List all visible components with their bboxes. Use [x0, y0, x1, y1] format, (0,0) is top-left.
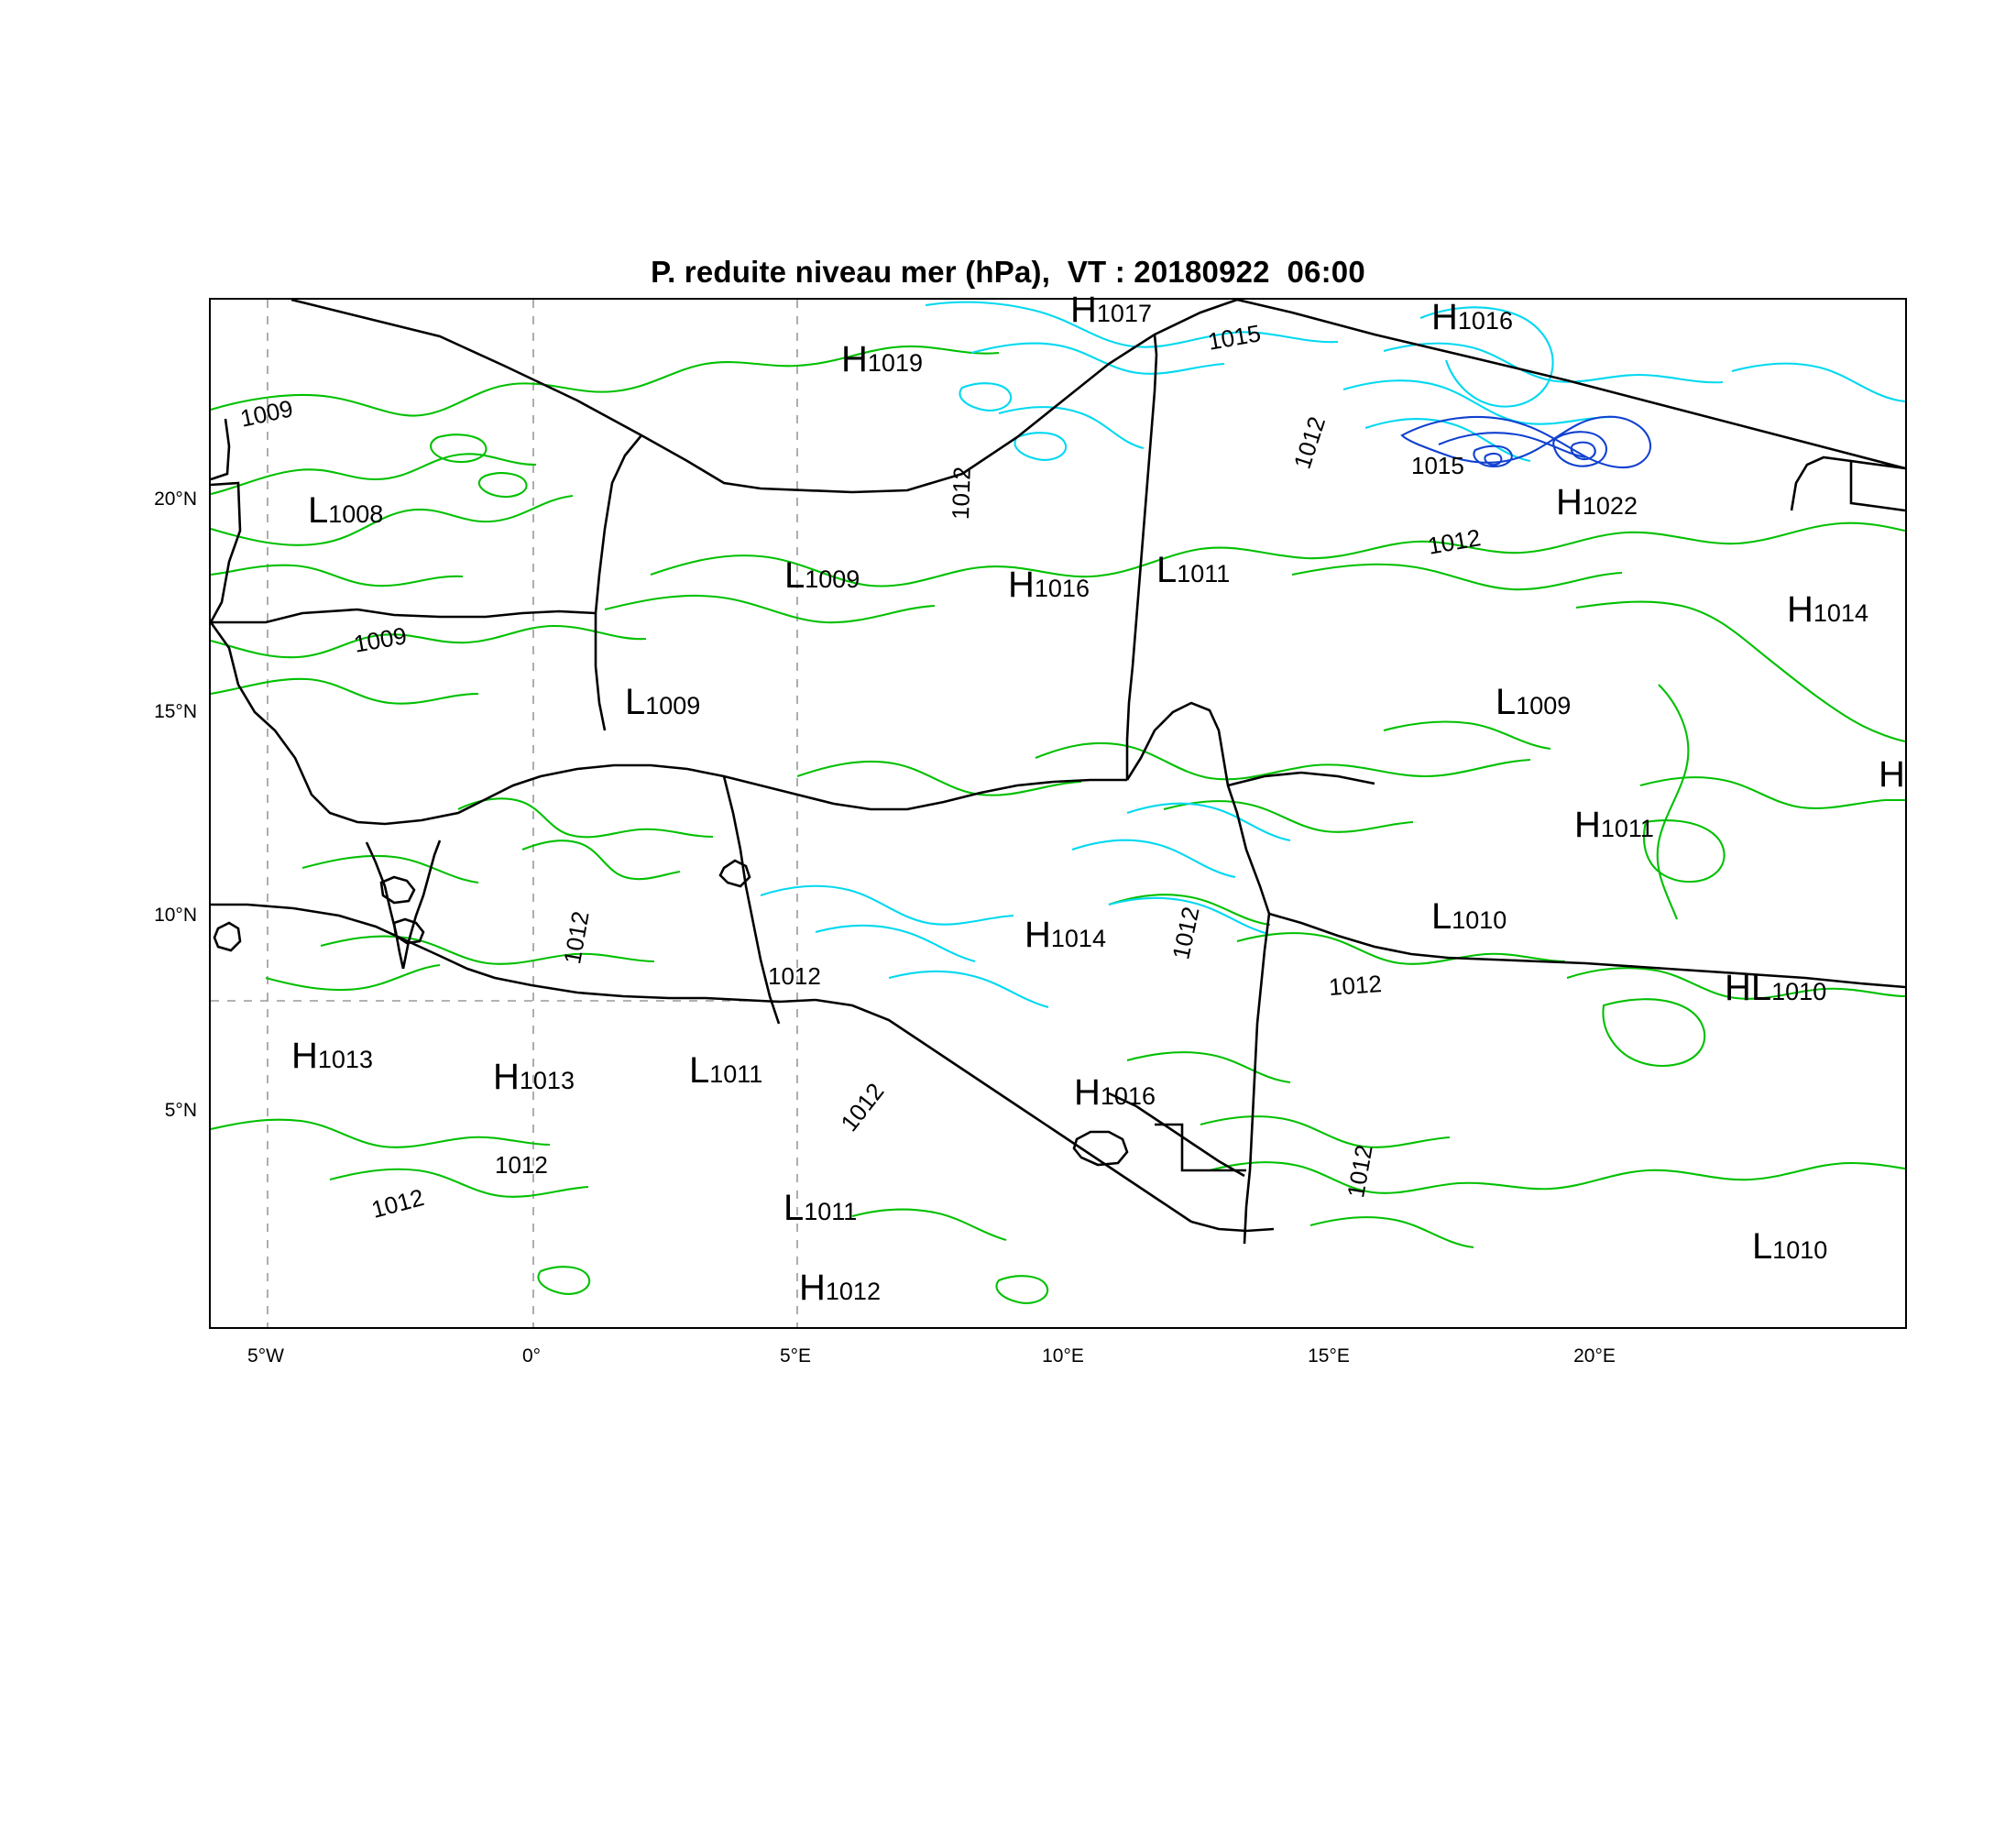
pressure-center-H [1070, 291, 1152, 328]
y-tick-15N: 15°N [154, 701, 197, 722]
pressure-center-type: H [291, 1036, 318, 1076]
pressure-center-type: L [1752, 1226, 1773, 1267]
pressure-center-value: 1016 [1100, 1082, 1156, 1110]
pressure-center-type: L [1496, 682, 1517, 722]
pressure-center-value: 1012 [825, 1278, 881, 1305]
pressure-center-H [1008, 566, 1090, 603]
pressure-center-type: L [689, 1050, 710, 1091]
pressure-center-value: 1009 [805, 565, 860, 593]
pressure-center-value: 1013 [317, 1046, 373, 1073]
pressure-center-type: L [1431, 896, 1452, 937]
pressure-center-L [1752, 1228, 1827, 1265]
pressure-center-H [1556, 484, 1638, 521]
pressure-center-type: H [1787, 589, 1813, 630]
pressure-center-H [1074, 1074, 1156, 1111]
contour-label: 1012 [558, 908, 595, 967]
contour-label: 1012 [368, 1183, 427, 1224]
x-tick-10E: 10°E [1042, 1345, 1084, 1367]
pressure-center-type: H [1431, 297, 1458, 337]
pressure-center-value: 1010 [1772, 1236, 1828, 1264]
pressure-center-value: 1009 [1516, 692, 1572, 719]
pressure-center-L [783, 1190, 857, 1226]
contour-label: 1015 [1205, 319, 1264, 356]
pressure-center-value: 1011 [1600, 815, 1654, 842]
pressure-center-type: L [1156, 550, 1178, 590]
pressure-center-type: H [1024, 915, 1051, 955]
y-tick-10N: 10°N [154, 905, 197, 926]
contour-label: 1009 [351, 621, 410, 658]
pressure-center-value: 1011 [804, 1198, 858, 1225]
x-tick-15E: 15°E [1308, 1345, 1350, 1367]
pressure-center-type: HL [1725, 968, 1772, 1008]
pressure-center-value: 1009 [645, 692, 701, 719]
pressure-center-value: 1014 [1050, 925, 1106, 952]
contour-label: 1012 [1287, 412, 1331, 473]
contour-label: 1012 [1328, 970, 1383, 1001]
pressure-center-type: H [1556, 482, 1583, 522]
pressure-center-value: 1017 [1096, 300, 1152, 327]
pressure-center-value: 1013 [519, 1067, 575, 1094]
pressure-center-value: 1011 [1177, 560, 1231, 587]
y-tick-20N: 20°N [154, 488, 197, 510]
pressure-center-HL [1725, 970, 1826, 1006]
contour-label: 1012 [768, 962, 821, 990]
pressure-center-type: H [1070, 290, 1097, 330]
pressure-center-value: 1014 [1813, 599, 1868, 627]
pressure-center-type: H [1074, 1072, 1101, 1113]
pressure-center-value: 1016 [1034, 575, 1090, 602]
pressure-center-type: H [1574, 805, 1601, 845]
pressure-center-H [291, 1037, 373, 1074]
pressure-center-type: L [784, 555, 805, 596]
pressure-center-value: 1022 [1582, 492, 1638, 520]
pressure-center-value: 1008 [328, 500, 384, 528]
x-tick-20E: 20°E [1573, 1345, 1616, 1367]
pressure-center-L [689, 1052, 762, 1089]
country-borders [211, 300, 1905, 1244]
pressure-center-type: H [1879, 754, 1905, 795]
pressure-center-type: H [799, 1268, 826, 1308]
pressure-center-H [799, 1269, 881, 1306]
pressure-center-H [493, 1059, 575, 1095]
pressure-center-type: H [1008, 565, 1035, 605]
pressure-center-L [308, 492, 383, 529]
contour-label: 1012 [1342, 1142, 1378, 1201]
pressure-center-H [1431, 299, 1513, 335]
pressure-center-L [1496, 684, 1571, 720]
pressure-center-value: 1010 [1452, 906, 1507, 934]
pressure-center-value: 1016 [1457, 307, 1513, 335]
x-tick-0: 0° [521, 1345, 542, 1367]
pressure-center-H [1574, 807, 1654, 843]
pressure-center-L [784, 557, 860, 594]
pressure-center-H-edge [1879, 756, 1905, 793]
contour-label: 1012 [1167, 904, 1205, 962]
y-tick-5N: 5°N [164, 1100, 197, 1121]
pressure-center-type: L [625, 682, 646, 722]
contour-label: 1012 [495, 1151, 548, 1179]
pressure-center-type: L [308, 490, 329, 531]
pressure-center-L [1156, 552, 1230, 588]
pressure-center-L [1431, 898, 1507, 935]
pressure-center-H [841, 341, 923, 378]
pressure-center-value: 1010 [1771, 978, 1827, 1005]
contour-label: 1015 [1411, 452, 1464, 479]
pressure-center-type: H [841, 339, 868, 379]
contour-label: 1012 [1425, 523, 1484, 560]
pressure-center-type: H [493, 1057, 520, 1097]
x-tick-5E: 5°E [779, 1345, 812, 1367]
pressure-center-type: L [783, 1188, 805, 1228]
contour-label: 1009 [237, 394, 296, 433]
pressure-center-value: 1019 [867, 349, 923, 377]
contours-cyan [761, 302, 1905, 1007]
contour-label: 1012 [835, 1077, 890, 1137]
pressure-center-H [1024, 916, 1106, 953]
pressure-center-H [1787, 591, 1868, 628]
contour-label: 1012 [946, 466, 976, 521]
pressure-center-L [625, 684, 700, 720]
page-title: P. reduite niveau mer (hPa), VT : 20180922 06:00 [651, 255, 1365, 289]
x-tick-5W: 5°W [247, 1345, 284, 1367]
pressure-center-value: 1011 [709, 1060, 763, 1088]
